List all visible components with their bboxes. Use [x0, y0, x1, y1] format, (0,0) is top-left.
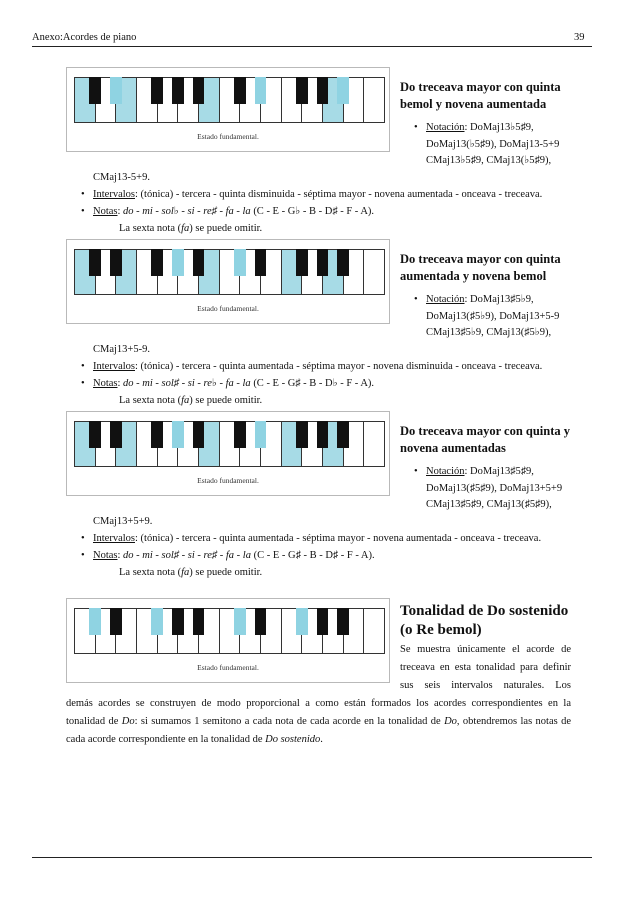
black-key	[151, 249, 163, 276]
intervals-label[interactable]: Intervalos	[93, 361, 135, 372]
notation-line: CMaj13♯5♭9, CMaj13(♯5♭9),	[426, 327, 552, 338]
notation-line: DoMaj13(♭5♯9), DoMaj13-5+9	[426, 139, 560, 150]
white-key	[363, 77, 385, 123]
black-key	[89, 421, 101, 448]
notation-line: CMaj13-5+9.	[93, 172, 150, 183]
black-key	[172, 77, 184, 104]
black-key	[255, 608, 267, 635]
black-key	[255, 249, 267, 276]
black-key	[89, 77, 101, 104]
omit-note: La sexta nota (fa) se puede omitir.	[119, 223, 263, 234]
black-key	[317, 608, 329, 635]
notation-label[interactable]: Notación	[426, 294, 465, 305]
black-key	[234, 249, 246, 276]
notes-label[interactable]: Notas	[93, 378, 118, 389]
black-key	[296, 249, 308, 276]
black-key	[296, 421, 308, 448]
notation-line: CMaj13♯5♯9, CMaj13(♯5♯9),	[426, 499, 552, 510]
black-key	[110, 608, 122, 635]
black-key	[255, 77, 267, 104]
running-header: Anexo:Acordes de piano	[32, 32, 137, 43]
black-key	[317, 249, 329, 276]
black-key	[234, 421, 246, 448]
piano-keyboard	[66, 411, 390, 496]
notation-line: CMaj13♭5♯9, CMaj13(♭5♯9),	[426, 155, 552, 166]
black-key	[234, 77, 246, 104]
black-key	[151, 77, 163, 104]
piano-keyboard	[66, 598, 390, 683]
paragraph-line: cada acorde correspondiente en la tonalidad de Do sostenido.	[66, 734, 323, 745]
notes-line: • Notas: do - mi - sol♭ - si - re♯ - fa - la (C - E - G♭ - B - D♯ - F - A).	[93, 205, 374, 219]
piano-keyboard	[66, 239, 390, 324]
notation-line: • Notación: DoMaj13♯5♯9,	[426, 465, 534, 479]
black-key	[193, 77, 205, 104]
black-key	[172, 608, 184, 635]
omit-note: La sexta nota (fa) se puede omitir.	[119, 395, 263, 406]
notes-label[interactable]: Notas	[93, 206, 118, 217]
black-key	[255, 421, 267, 448]
notes-line: • Notas: do - mi - sol♯ - si - re♭ - fa - la (C - E - G♯ - B - D♭ - F - A).	[93, 377, 374, 391]
header-rule	[32, 46, 592, 47]
notes-line: • Notas: do - mi - sol♯ - si - re♯ - fa - la (C - E - G♯ - B - D♯ - F - A).	[93, 549, 375, 563]
black-key	[172, 249, 184, 276]
black-key	[296, 77, 308, 104]
keyboard-keys	[74, 249, 384, 295]
notation-label[interactable]: Notación	[426, 122, 465, 133]
black-key	[89, 249, 101, 276]
footer-rule	[32, 857, 592, 858]
black-key	[337, 249, 349, 276]
intervals-line: • Intervalos: (tónica) - tercera - quinta disminuida - séptima mayor - novena aumentada - onceava - treceava.	[93, 188, 542, 202]
omit-note: La sexta nota (fa) se puede omitir.	[119, 567, 263, 578]
notation-line: • Notación: DoMaj13♭5♯9,	[426, 121, 534, 135]
keyboard-caption: Estado fundamental.	[197, 476, 259, 485]
piano-keyboard	[66, 67, 390, 152]
black-key	[89, 608, 101, 635]
keyboard-keys	[74, 608, 384, 654]
intervals-label[interactable]: Intervalos	[93, 189, 135, 200]
black-key	[337, 421, 349, 448]
keyboard-caption: Estado fundamental.	[197, 132, 259, 141]
paragraph-line: treceava en esta tonalidad para definir	[400, 662, 571, 673]
notation-line: • Notación: DoMaj13♯5♭9,	[426, 293, 534, 307]
section-title: Do treceava mayor con quinta y novena aumentadas	[400, 424, 571, 455]
black-key	[151, 608, 163, 635]
intervals-line: • Intervalos: (tónica) - tercera - quinta aumentada - séptima mayor - novena aumentada - onceava - treceava.	[93, 532, 541, 546]
section-title: Do treceava mayor con quinta aumentada y novena bemol	[400, 252, 561, 283]
black-key	[110, 249, 122, 276]
keyboard-caption: Estado fundamental.	[197, 304, 259, 313]
paragraph-line: tonalidad de Do: si sumamos 1 semitono a cada nota de cada acorde en la tonalidad de Do, obtendremos las notas de	[66, 716, 571, 727]
paragraph-line: Se muestra únicamente el acorde de	[400, 644, 571, 655]
paragraph-line: sus seis intervalos naturales. Los	[400, 680, 571, 691]
keyboard-keys	[74, 77, 384, 123]
black-key	[317, 421, 329, 448]
notation-line: CMaj13+5-9.	[93, 344, 150, 355]
black-key	[110, 421, 122, 448]
black-key	[110, 77, 122, 104]
black-key	[317, 77, 329, 104]
black-key	[193, 608, 205, 635]
notation-line: DoMaj13(♯5♯9), DoMaj13+5+9	[426, 483, 563, 494]
notation-label[interactable]: Notación	[426, 466, 465, 477]
section-heading: Tonalidad de Do sostenido (o Re bemol)	[400, 603, 569, 638]
black-key	[151, 421, 163, 448]
notes-label[interactable]: Notas	[93, 550, 118, 561]
keyboard-caption: Estado fundamental.	[197, 663, 259, 672]
black-key	[337, 608, 349, 635]
page-number: 39	[574, 32, 585, 43]
notation-line: DoMaj13(♯5♭9), DoMaj13+5-9	[426, 311, 560, 322]
black-key	[296, 608, 308, 635]
white-key	[363, 608, 385, 654]
white-key	[363, 421, 385, 467]
paragraph-line: demás acordes se construyen de modo proporcional a como están formados los acordes correspondientes en la	[66, 698, 571, 709]
section-title: Do treceava mayor con quinta bemol y novena aumentada	[400, 80, 561, 111]
black-key	[234, 608, 246, 635]
intervals-label[interactable]: Intervalos	[93, 533, 135, 544]
black-key	[193, 249, 205, 276]
notation-line: CMaj13+5+9.	[93, 516, 153, 527]
black-key	[193, 421, 205, 448]
black-key	[337, 77, 349, 104]
intervals-line: • Intervalos: (tónica) - tercera - quinta aumentada - séptima mayor - novena disminuida - onceava - treceava.	[93, 360, 542, 374]
black-key	[172, 421, 184, 448]
white-key	[363, 249, 385, 295]
keyboard-keys	[74, 421, 384, 467]
